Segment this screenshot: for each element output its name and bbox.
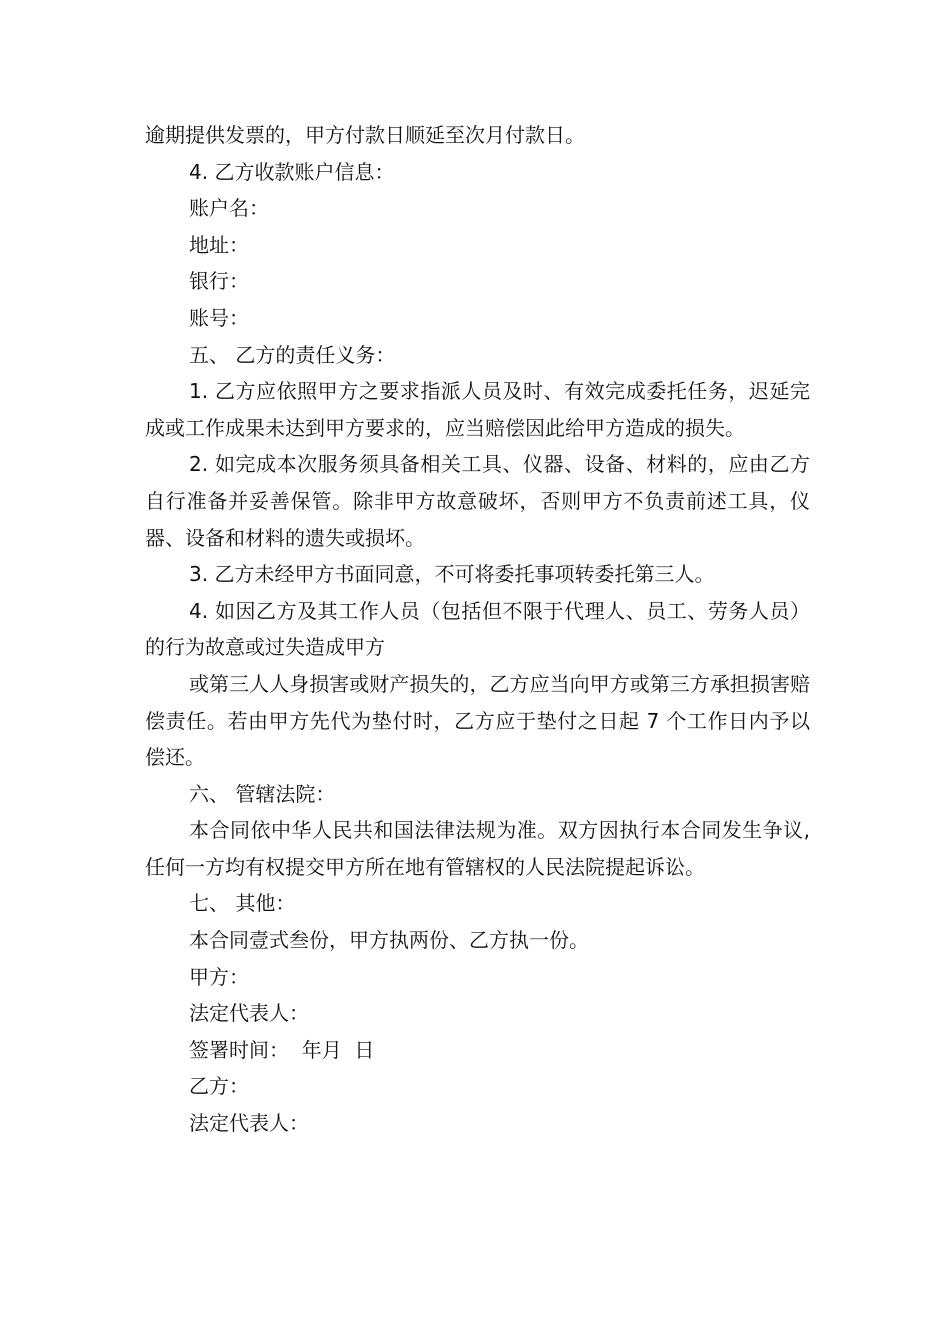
signature-legal-rep-b: 法定代表人： <box>189 1111 309 1136</box>
signature-legal-rep-a: 法定代表人： <box>189 1001 309 1026</box>
signature-party-a: 甲方： <box>189 964 249 989</box>
clause-obligation-3: 3. 乙方未经甲方书面同意，不可将委托事项转委托第三人。 <box>189 562 715 587</box>
paragraph-late-invoice: 逾期提供发票的，甲方付款日顺延至次月付款日。 <box>145 123 585 147</box>
signature-party-b: 乙方： <box>189 1074 249 1099</box>
clause-jurisdiction: 本合同依中华人民共和国法律法规为准。双方因执行本合同发生争议, 任何一方均有权提交甲方所在地有管辖权的人民法院提起诉讼。 <box>145 818 817 879</box>
field-bank: 银行： <box>189 269 249 294</box>
signature-date: 签署时间： 年月 日 <box>189 1037 375 1062</box>
field-account-number: 账号： <box>189 305 249 330</box>
clause-obligation-2: 2. 如完成本次服务须具备相关工具、仪器、设备、材料的，应由乙方自行准备并妥善保管。除非甲方故意破坏，否则甲方不负责前述工具，仪器、设备和材料的遗失或损坏。 <box>145 452 810 550</box>
section-heading-other: 七、 其他： <box>189 891 296 916</box>
clause-obligation-1: 1. 乙方应依照甲方之要求指派人员及时、有效完成委托任务，迟延完成或工作成果未达到甲方要求的，应当赔偿因此给甲方造成的损失。 <box>145 379 810 440</box>
field-address: 地址： <box>189 232 249 257</box>
paragraph-account-info-heading: 4. 乙方收款账户信息： <box>189 159 395 184</box>
clause-copies: 本合同壹式叁份，甲方执两份、乙方执一份。 <box>189 928 589 953</box>
section-heading-jurisdiction: 六、 管辖法院： <box>189 781 336 806</box>
section-heading-obligations: 五、 乙方的责任义务： <box>189 342 396 367</box>
field-account-name: 账户名： <box>189 196 269 221</box>
clause-obligation-4: 4. 如因乙方及其工作人员（包括但不限于代理人、员工、劳务人员）的行为故意或过失造成甲方 <box>145 598 810 660</box>
clause-obligation-4-continued: 或第三人人身损害或财产损失的，乙方应当向甲方或第三方承担损害赔偿责任。若由甲方先代为垫付时，乙方应于垫付之日起 7 个工作日内予以偿还。 <box>145 671 810 770</box>
document-body <box>145 117 817 1142</box>
